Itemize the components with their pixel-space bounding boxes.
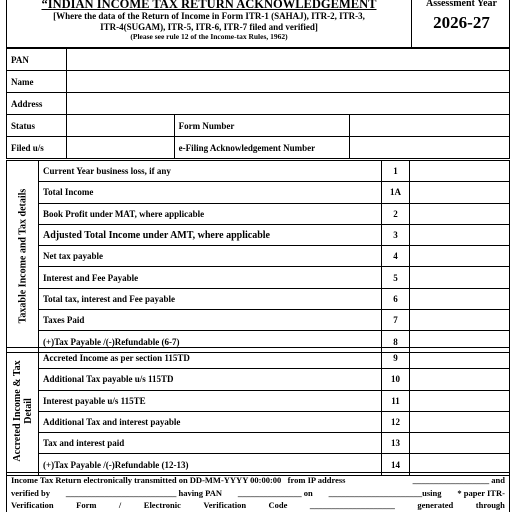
table-row [7, 411, 510, 432]
table-row [7, 348, 510, 369]
filed-us-label: Filed u/s [7, 137, 67, 159]
row-label: Interest payable u/s 115TE [39, 390, 382, 411]
accreted-side-label-line1: Accreted Income & Tax [11, 360, 23, 462]
row-label: Tax and interest paid [39, 433, 382, 454]
pan-row [7, 49, 510, 71]
table-row [7, 161, 510, 182]
accreted-side-label-line2: Detail [22, 398, 34, 425]
filed-us-value [66, 137, 174, 159]
row-number: 1 [382, 161, 410, 182]
row-number: 10 [382, 369, 410, 390]
footer-paper-itr: * paper ITR- [457, 487, 505, 498]
status-row [7, 115, 510, 137]
table-row [7, 267, 510, 288]
table-row [7, 288, 510, 309]
form-number-label: Form Number [174, 115, 350, 137]
filed-us-row [7, 137, 510, 159]
name-label: Name [7, 71, 67, 93]
taxpayer-info-table [6, 48, 510, 159]
row-value [410, 411, 510, 432]
name-value [66, 71, 509, 93]
status-value [66, 115, 174, 137]
taxable-income-table [6, 160, 510, 353]
row-label: Current Year business loss, if any [39, 161, 382, 182]
row-label: (+)Tax Payable /(-)Refundable (12-13) [39, 454, 382, 475]
row-label: Book Profit under MAT, where applicable [39, 203, 382, 224]
row-label: (+)Tax Payable /(-)Refundable (6-7) [39, 331, 382, 352]
footer-word: Form [76, 500, 97, 510]
footer-word: generated [417, 500, 454, 510]
table-row [7, 224, 510, 245]
row-number: 12 [382, 411, 410, 432]
row-number: 13 [382, 433, 410, 454]
footer-pan-blank: __________________________ having PAN [65, 487, 222, 498]
address-row [7, 93, 510, 115]
row-value [410, 310, 510, 331]
row-number: 9 [382, 348, 410, 369]
row-number: 7 [382, 310, 410, 331]
table-row [7, 246, 510, 267]
form-subtitle-line2: ITR-4(SUGAM), ITR-5, ITR-6, ITR-7 filed and verified] [100, 21, 318, 32]
pan-value [66, 49, 509, 71]
row-value [410, 161, 510, 182]
footer-verified-by: verified by [11, 487, 50, 498]
address-value [66, 93, 509, 115]
row-number: 1A [382, 182, 410, 203]
row-value [410, 390, 510, 411]
row-number: 2 [382, 203, 410, 224]
form-number-value [350, 115, 510, 137]
table-row [7, 369, 510, 390]
accreted-side-label [12, 349, 34, 473]
row-number: 14 [382, 454, 410, 475]
table-row [7, 310, 510, 331]
row-value [410, 182, 510, 203]
row-label: Interest and Fee Payable [39, 267, 382, 288]
footer-word: through [475, 500, 505, 510]
table-row [7, 433, 510, 454]
footer-using-blank: ______________________using [328, 487, 442, 498]
row-number: 6 [382, 288, 410, 309]
assessment-year-label: Assessment Year [425, 0, 497, 9]
verification-footer [6, 472, 510, 512]
row-number: 8 [382, 331, 410, 352]
table-row [7, 203, 510, 224]
form-subtitle-line1: [Where the data of the Return of Income in Form ITR-1 (SAHAJ), ITR-2, ITR-3, [53, 11, 365, 21]
efiling-ack-value [350, 137, 510, 159]
row-value [410, 224, 510, 245]
accreted-income-table [6, 347, 510, 476]
row-value [410, 203, 510, 224]
table-row [7, 390, 510, 411]
row-value [410, 288, 510, 309]
taxable-side-label: Taxable Income and Tax details [17, 189, 28, 324]
assessment-year-box [411, 0, 511, 48]
footer-line-1 [11, 474, 505, 487]
form-title: “INDIAN INCOME TAX RETURN ACKNOWLEDGEMENT [41, 0, 377, 11]
accreted-side-label-cell [7, 348, 39, 476]
row-label: Net tax payable [39, 246, 382, 267]
footer-word: Code [268, 500, 288, 510]
pan-label: PAN [7, 49, 67, 71]
footer-on-blank: _______________ on [237, 487, 313, 498]
address-label: Address [7, 93, 67, 115]
assessment-year-value: 2026-27 [433, 13, 490, 32]
form-rule-note: (Please see rule 12 of the Income-tax Rules, 1962) [130, 32, 288, 41]
row-label: Adjusted Total Income under AMT, where applicable [39, 224, 382, 245]
row-value [410, 348, 510, 369]
footer-ip-blank: __________________ and [412, 475, 505, 485]
row-label: Total Income [39, 182, 382, 203]
footer-transmitted-text: Income Tax Return electronically transmitted on DD-MM-YYYY 00:00:00 from IP address [11, 475, 346, 485]
footer-word: Electronic [143, 500, 181, 510]
row-number: 11 [382, 390, 410, 411]
footer-line-3 [11, 499, 505, 512]
row-number: 3 [382, 224, 410, 245]
table-row [7, 182, 510, 203]
row-label: Accreted Income as per section 115TD [39, 348, 382, 369]
taxable-side-label-cell [7, 161, 39, 353]
footer-word: / [118, 500, 122, 510]
row-value [410, 433, 510, 454]
row-value [410, 267, 510, 288]
header-title-block [7, 0, 411, 48]
form-header [6, 0, 510, 48]
row-number: 4 [382, 246, 410, 267]
row-number: 5 [382, 267, 410, 288]
status-label: Status [7, 115, 67, 137]
row-label: Additional Tax payable u/s 115TD [39, 369, 382, 390]
row-value [410, 246, 510, 267]
row-label: Taxes Paid [39, 310, 382, 331]
name-row [7, 71, 510, 93]
footer-word: Verification [203, 500, 247, 510]
acknowledgement-form [6, 0, 512, 512]
footer-line-2 [11, 487, 505, 500]
row-label: Total tax, interest and Fee payable [39, 288, 382, 309]
efiling-ack-label: e-Filing Acknowledgement Number [174, 137, 350, 159]
row-value [410, 369, 510, 390]
row-label: Additional Tax and interest payable [39, 411, 382, 432]
footer-code-blank: ____________________ [309, 500, 395, 510]
footer-word: Verification [11, 500, 54, 510]
